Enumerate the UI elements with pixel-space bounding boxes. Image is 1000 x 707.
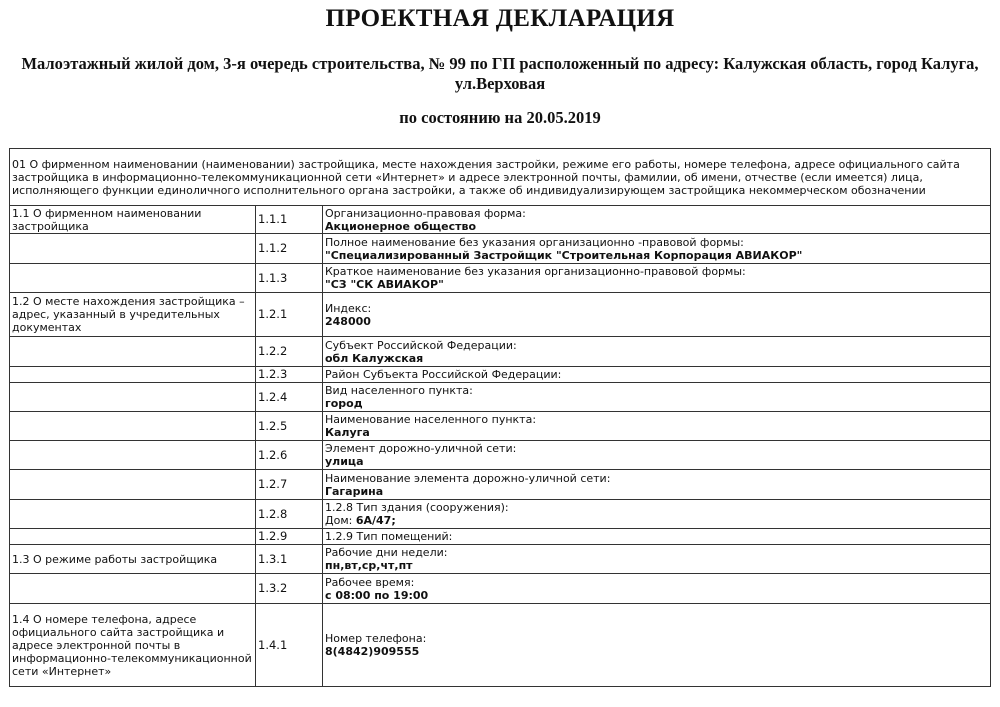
row-code: 1.3.2 <box>256 574 323 604</box>
row-code: 1.3.1 <box>256 545 323 574</box>
table-row <box>10 234 991 264</box>
table-row <box>10 529 991 545</box>
row-topic <box>10 500 256 529</box>
table-row <box>10 367 991 383</box>
field-value: обл Калужская <box>325 351 424 365</box>
field-value-line <box>325 426 988 439</box>
row-content <box>323 293 991 337</box>
field-label: Наименование населенного пункта: <box>325 413 537 426</box>
row-topic <box>10 412 256 441</box>
section-header-row <box>10 149 991 206</box>
field-value-line <box>325 645 988 658</box>
field-value-line <box>325 455 988 468</box>
page-title: ПРОЕКТНАЯ ДЕКЛАРАЦИЯ <box>325 5 675 32</box>
table-row <box>10 470 991 500</box>
row-topic <box>10 441 256 470</box>
section-title: 01 О фирменном наименовании (наименовании) застройщика, месте нахождения застройки, режиме его работы, номере телефона, адресе официального сайта застройщика в информационно-телекоммуникационной сети «Интернет» и адресе электронной почты, фамилии, об имени, отчестве (если имеется) лица, исполняющего функции единоличного исполнительного органа застройки, а также об индивидуализирующем застройщика некоммерческом обозначении <box>10 149 991 206</box>
as-of-date: по состоянию на 20.05.2019 <box>399 108 601 127</box>
field-label: Краткое наименование без указания организационно-правовой формы: <box>325 265 746 278</box>
row-topic <box>10 337 256 367</box>
row-content <box>323 383 991 412</box>
field-value: город <box>325 397 363 410</box>
field-label: Наименование элемента дорожно-уличной сети: <box>325 471 611 485</box>
field-label: 1.2.8 Тип здания (сооружения): <box>325 501 509 514</box>
row-code: 1.2.1 <box>256 293 323 337</box>
row-content <box>323 206 991 234</box>
field-label: Рабочее время: <box>325 575 415 589</box>
field-value-line <box>325 397 988 410</box>
field-value-line <box>325 315 988 328</box>
field-value: 6А/47; <box>355 514 396 527</box>
table-row <box>10 441 991 470</box>
field-label: Субъект Российской Федерации: <box>325 338 517 352</box>
table-row <box>10 500 991 529</box>
row-topic <box>10 574 256 604</box>
row-content <box>323 412 991 441</box>
row-content <box>323 441 991 470</box>
row-content <box>323 264 991 293</box>
row-topic <box>10 367 256 383</box>
row-content <box>323 574 991 604</box>
row-topic <box>10 470 256 500</box>
row-content <box>323 545 991 574</box>
row-content <box>323 604 991 687</box>
field-label: Вид населенного пункта: <box>325 384 473 397</box>
table-row <box>10 264 991 293</box>
table-row <box>10 412 991 441</box>
field-value: "СЗ "СК АВИАКОР" <box>325 278 444 291</box>
project-subtitle: Малоэтажный жилой дом, 3-я очередь строительства, № 99 по ГП расположенный по адресу: Калужская область, город Калуга, ул.Верховая <box>21 54 979 93</box>
field-value: улица <box>325 455 364 468</box>
field-value: "Специализированный Застройщик "Строительная Корпорация АВИАКОР" <box>325 248 803 262</box>
field-value-line <box>325 220 988 233</box>
row-code: 1.2.2 <box>256 337 323 367</box>
field-value: 8(4842)909555 <box>325 645 420 658</box>
row-topic <box>10 234 256 264</box>
row-code: 1.2.7 <box>256 470 323 500</box>
table-row <box>10 383 991 412</box>
row-content <box>323 500 991 529</box>
row-code: 1.2.6 <box>256 441 323 470</box>
row-topic: 1.2 О месте нахождения застройщика – адрес, указанный в учредительных документах <box>10 293 256 337</box>
row-topic <box>10 264 256 293</box>
table-row <box>10 604 991 687</box>
row-content <box>323 367 991 383</box>
field-value-line <box>325 589 988 602</box>
row-topic <box>10 529 256 545</box>
table-row <box>10 293 991 337</box>
row-code: 1.1.2 <box>256 234 323 264</box>
row-code: 1.2.3 <box>256 367 323 383</box>
table-row <box>10 574 991 604</box>
field-value-line <box>325 249 988 262</box>
field-label: Номер телефона: <box>325 632 427 645</box>
field-value-prefix: Дом: <box>325 514 356 527</box>
table-row <box>10 337 991 367</box>
row-topic: 1.4 О номере телефона, адресе официального сайта застройщика и адресе электронной почты в информационно-телекоммуникационной сети «Интернет» <box>10 604 256 687</box>
row-code: 1.2.9 <box>256 529 323 545</box>
row-code: 1.2.8 <box>256 500 323 529</box>
field-value-line <box>325 514 988 527</box>
field-label: Организационно-правовая форма: <box>325 206 526 220</box>
field-value: Гагарина <box>325 484 384 498</box>
field-label: Индекс: <box>325 301 372 315</box>
row-code: 1.1.1 <box>256 206 323 234</box>
field-label: Район Субъекта Российской Федерации: <box>325 368 562 381</box>
field-value: Акционерное общество <box>325 219 477 233</box>
field-value-line <box>325 352 988 365</box>
field-value: Калуга <box>325 426 370 439</box>
field-value: с 08:00 по 19:00 <box>325 588 429 602</box>
row-content <box>323 234 991 264</box>
table-row <box>10 545 991 574</box>
row-code: 1.2.5 <box>256 412 323 441</box>
field-value-line <box>325 559 988 572</box>
field-value-line <box>325 278 988 291</box>
row-topic: 1.3 О режиме работы застройщика <box>10 545 256 574</box>
field-value: пн,вт,ср,чт,пт <box>325 559 413 572</box>
row-code: 1.4.1 <box>256 604 323 687</box>
field-value: 248000 <box>325 314 371 328</box>
row-code: 1.2.4 <box>256 383 323 412</box>
field-label: 1.2.9 Тип помещений: <box>325 530 453 543</box>
row-topic: 1.1 О фирменном наименовании застройщика <box>10 206 256 234</box>
row-content <box>323 529 991 545</box>
row-code: 1.1.3 <box>256 264 323 293</box>
row-content <box>323 470 991 500</box>
row-content <box>323 337 991 367</box>
field-value-line <box>325 485 988 498</box>
row-topic <box>10 383 256 412</box>
table-row <box>10 206 991 234</box>
field-label: Рабочие дни недели: <box>325 546 448 559</box>
field-label: Элемент дорожно-уличной сети: <box>325 442 517 455</box>
field-label: Полное наименование без указания организационно -правовой формы: <box>325 235 744 249</box>
declaration-table <box>9 148 991 687</box>
